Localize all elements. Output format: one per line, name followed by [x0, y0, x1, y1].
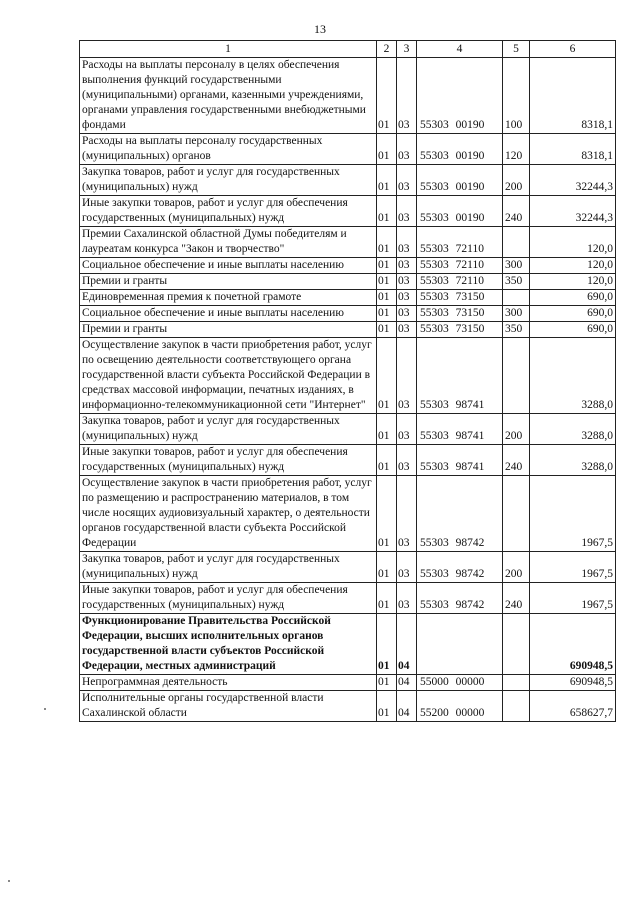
table-row: [80, 583, 616, 614]
table-row: [80, 322, 616, 338]
row-name-cell: Социальное обеспечение и иные выплаты населению: [80, 306, 377, 322]
row-name-cell: Закупка товаров, работ и услуг для государственных (муниципальных) нужд: [80, 165, 377, 196]
subsection-cell: 04: [397, 614, 417, 675]
row-name-cell: Расходы на выплаты персоналу в целях обеспечения выполнения функций государственными (муниципальными) органами, казенными учреждениями, органами управления государственными внебюджетными фондами: [80, 58, 377, 134]
row-name-cell: Иные закупки товаров, работ и услуг для обеспечения государственных (муниципальных) нужд: [80, 196, 377, 227]
table-row: [80, 196, 616, 227]
expense-type-cell: [503, 691, 530, 722]
target-code-cell: 55303 72110: [417, 274, 503, 290]
section-cell: 01: [377, 414, 397, 445]
section-cell: 01: [377, 258, 397, 274]
amount-cell: 3288,0: [530, 414, 616, 445]
column-header: 3: [397, 41, 417, 58]
budget-table: [79, 40, 616, 722]
expense-type-cell: [503, 290, 530, 306]
column-header: 1: [80, 41, 377, 58]
target-code-cell: 55303 98742: [417, 583, 503, 614]
table-row: [80, 414, 616, 445]
table-row: [80, 290, 616, 306]
table-row: [80, 338, 616, 414]
expense-type-cell: [503, 675, 530, 691]
amount-cell: 690,0: [530, 322, 616, 338]
subsection-cell: 03: [397, 583, 417, 614]
column-header: 2: [377, 41, 397, 58]
row-name-cell: Закупка товаров, работ и услуг для государственных (муниципальных) нужд: [80, 414, 377, 445]
target-code-cell: 55303 73150: [417, 322, 503, 338]
table-row: [80, 165, 616, 196]
table-row: [80, 476, 616, 552]
table-row: [80, 227, 616, 258]
column-header: 5: [503, 41, 530, 58]
row-name-cell: Расходы на выплаты персоналу государственных (муниципальных) органов: [80, 134, 377, 165]
target-code-cell: [417, 614, 503, 675]
row-name-cell: Иные закупки товаров, работ и услуг для обеспечения государственных (муниципальных) нужд: [80, 445, 377, 476]
subsection-cell: 03: [397, 134, 417, 165]
amount-cell: 690,0: [530, 306, 616, 322]
section-cell: 01: [377, 552, 397, 583]
expense-type-cell: 200: [503, 552, 530, 583]
subsection-cell: 03: [397, 290, 417, 306]
expense-type-cell: 240: [503, 583, 530, 614]
table-row: [80, 614, 616, 675]
target-code-cell: 55303 98741: [417, 338, 503, 414]
scan-speck: [44, 708, 46, 710]
row-name-cell: Иные закупки товаров, работ и услуг для обеспечения государственных (муниципальных) нужд: [80, 583, 377, 614]
target-code-cell: 55200 00000: [417, 691, 503, 722]
target-code-cell: 55303 72110: [417, 258, 503, 274]
subsection-cell: 03: [397, 414, 417, 445]
expense-type-cell: 350: [503, 274, 530, 290]
subsection-cell: 03: [397, 258, 417, 274]
subsection-cell: 03: [397, 322, 417, 338]
section-cell: 01: [377, 290, 397, 306]
section-cell: 01: [377, 227, 397, 258]
section-cell: 01: [377, 614, 397, 675]
expense-type-cell: 120: [503, 134, 530, 165]
target-code-cell: 55303 00190: [417, 196, 503, 227]
table-row: [80, 675, 616, 691]
page-number: 13: [314, 22, 326, 36]
expense-type-cell: 100: [503, 58, 530, 134]
row-name-cell: Премии и гранты: [80, 274, 377, 290]
column-header: 4: [417, 41, 503, 58]
amount-cell: 3288,0: [530, 445, 616, 476]
section-cell: 01: [377, 274, 397, 290]
row-name-cell: Исполнительные органы государственной власти Сахалинской области: [80, 691, 377, 722]
row-name-cell: Осуществление закупок в части приобретения работ, услуг по размещению и распространению материалов, в том числе носящих аудиовизуальный характер, о деятельности органов государственной власти субъекта Российской Федерации: [80, 476, 377, 552]
amount-cell: 690948,5: [530, 614, 616, 675]
subsection-cell: 03: [397, 58, 417, 134]
expense-type-cell: [503, 614, 530, 675]
target-code-cell: 55303 73150: [417, 306, 503, 322]
section-cell: 01: [377, 691, 397, 722]
expense-type-cell: 240: [503, 445, 530, 476]
amount-cell: 120,0: [530, 227, 616, 258]
table-row: [80, 58, 616, 134]
expense-type-cell: 300: [503, 258, 530, 274]
target-code-cell: 55303 98742: [417, 552, 503, 583]
expense-type-cell: [503, 338, 530, 414]
column-header: 6: [530, 41, 616, 58]
table-row: [80, 552, 616, 583]
target-code-cell: 55303 73150: [417, 290, 503, 306]
amount-cell: 32244,3: [530, 196, 616, 227]
expense-type-cell: 350: [503, 322, 530, 338]
column-number-row: [80, 41, 616, 58]
subsection-cell: 03: [397, 338, 417, 414]
table-row: [80, 134, 616, 165]
target-code-cell: 55303 00190: [417, 58, 503, 134]
amount-cell: 658627,7: [530, 691, 616, 722]
subsection-cell: 03: [397, 476, 417, 552]
target-code-cell: 55303 00190: [417, 165, 503, 196]
subsection-cell: 03: [397, 196, 417, 227]
amount-cell: 1967,5: [530, 552, 616, 583]
subsection-cell: 03: [397, 306, 417, 322]
target-code-cell: 55303 00190: [417, 134, 503, 165]
section-cell: 01: [377, 338, 397, 414]
expense-type-cell: [503, 476, 530, 552]
amount-cell: 120,0: [530, 274, 616, 290]
subsection-cell: 03: [397, 552, 417, 583]
row-name-cell: Единовременная премия к почетной грамоте: [80, 290, 377, 306]
amount-cell: 8318,1: [530, 134, 616, 165]
subsection-cell: 03: [397, 227, 417, 258]
amount-cell: 690948,5: [530, 675, 616, 691]
section-cell: 01: [377, 58, 397, 134]
target-code-cell: 55000 00000: [417, 675, 503, 691]
section-cell: 01: [377, 583, 397, 614]
row-name-cell: Непрограммная деятельность: [80, 675, 377, 691]
section-cell: 01: [377, 445, 397, 476]
expense-type-cell: 200: [503, 165, 530, 196]
row-name-cell: Премии Сахалинской областной Думы победителям и лауреатам конкурса "Закон и творчество": [80, 227, 377, 258]
scan-speck: [8, 880, 10, 882]
section-cell: 01: [377, 476, 397, 552]
amount-cell: 1967,5: [530, 476, 616, 552]
amount-cell: 3288,0: [530, 338, 616, 414]
table-row: [80, 691, 616, 722]
row-name-cell: Премии и гранты: [80, 322, 377, 338]
amount-cell: 32244,3: [530, 165, 616, 196]
subsection-cell: 03: [397, 274, 417, 290]
subsection-cell: 04: [397, 691, 417, 722]
section-cell: 01: [377, 134, 397, 165]
subsection-cell: 04: [397, 675, 417, 691]
target-code-cell: 55303 98742: [417, 476, 503, 552]
section-cell: 01: [377, 196, 397, 227]
section-cell: 01: [377, 165, 397, 196]
expense-type-cell: 240: [503, 196, 530, 227]
table-row: [80, 258, 616, 274]
amount-cell: 1967,5: [530, 583, 616, 614]
table-row: [80, 445, 616, 476]
section-cell: 01: [377, 306, 397, 322]
section-cell: 01: [377, 322, 397, 338]
row-name-cell: Закупка товаров, работ и услуг для государственных (муниципальных) нужд: [80, 552, 377, 583]
row-name-cell: Социальное обеспечение и иные выплаты населению: [80, 258, 377, 274]
target-code-cell: 55303 98741: [417, 445, 503, 476]
section-cell: 01: [377, 675, 397, 691]
table-row: [80, 274, 616, 290]
row-name-cell: Функционирование Правительства Российской Федерации, высших исполнительных органов государственной власти субъектов Российской Федерации, местных администраций: [80, 614, 377, 675]
expense-type-cell: 300: [503, 306, 530, 322]
table-row: [80, 306, 616, 322]
row-name-cell: Осуществление закупок в части приобретения работ, услуг по освещению деятельности соответствующего органа государственной власти субъекта Российской Федерации в средствах массовой информации, печатных изданиях, в информационно-телекоммуникационной сети "Интернет": [80, 338, 377, 414]
subsection-cell: 03: [397, 165, 417, 196]
amount-cell: 690,0: [530, 290, 616, 306]
amount-cell: 8318,1: [530, 58, 616, 134]
expense-type-cell: [503, 227, 530, 258]
amount-cell: 120,0: [530, 258, 616, 274]
expense-type-cell: 200: [503, 414, 530, 445]
target-code-cell: 55303 98741: [417, 414, 503, 445]
target-code-cell: 55303 72110: [417, 227, 503, 258]
subsection-cell: 03: [397, 445, 417, 476]
